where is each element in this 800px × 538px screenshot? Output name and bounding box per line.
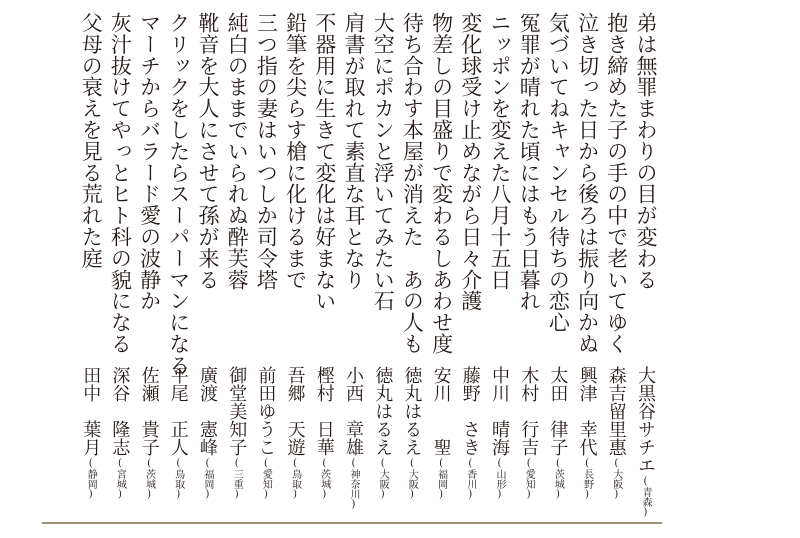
- author-prefecture: ( 鳥取 ): [173, 458, 184, 500]
- author-entry: [286, 366, 304, 500]
- author-name: 大黒谷サチエ: [635, 366, 656, 474]
- author-name: 前田ゆうこ: [255, 366, 277, 456]
- author-prefecture: ( 愛知 ): [260, 458, 271, 500]
- poem-line: 鉛筆を尖らす槍に化けるまで: [283, 12, 308, 291]
- author-entry: [198, 366, 216, 500]
- author-entry: [140, 366, 158, 500]
- poem-line: 灰汁抜けてやっとヒト科の貌になる: [108, 12, 133, 355]
- author-prefecture: ( 大阪 ): [611, 458, 622, 500]
- author-prefecture: ( 鳥取 ): [290, 458, 301, 500]
- author-prefecture: ( 福岡 ): [436, 458, 447, 500]
- author-prefecture: ( 茨城 ): [319, 458, 330, 500]
- author-name: 深谷 隆志: [109, 366, 131, 456]
- author-entry: [226, 366, 248, 500]
- author-entry: [315, 366, 333, 500]
- author-name: 安川 聖: [430, 366, 452, 456]
- author-entry: [372, 366, 394, 500]
- author-prefecture: ( 茨城 ): [144, 458, 155, 500]
- author-entry: [109, 366, 131, 500]
- author-name: 廣渡 憲峰: [197, 366, 218, 456]
- poem-line: 靴音を大人にさせて孫が来る: [196, 12, 220, 291]
- poem-line: 待ち合わす本屋が消えた あの人も: [400, 12, 425, 355]
- author-name: 田中 葉月: [80, 366, 102, 456]
- author-prefecture: ( 大阪 ): [406, 458, 417, 500]
- poem-line: 物差しの目盛りで変わるしあわせ度: [429, 12, 454, 355]
- author-name: 平尾 正人: [167, 366, 189, 456]
- author-entry: [490, 366, 508, 500]
- author-name: 興津 幸代: [576, 366, 598, 456]
- author-entry: [401, 366, 423, 500]
- author-name: 木村 行吉: [518, 366, 540, 456]
- author-name: 徳丸はるえ: [401, 366, 423, 456]
- author-entry: [344, 366, 362, 510]
- author-prefecture: ( 神奈川 ): [348, 458, 359, 510]
- author-prefecture: ( 三重 ): [231, 458, 242, 500]
- author-prefecture: ( 愛知 ): [523, 458, 534, 500]
- author-name: 太田 律子: [547, 366, 569, 456]
- author-name: 中川 晴海: [489, 366, 510, 456]
- author-prefecture: ( 青森 ): [640, 476, 651, 518]
- poem-line: 三つ指の妻はいつしか司令塔: [254, 12, 279, 291]
- author-name: 森吉留里惠: [605, 366, 627, 456]
- author-prefecture: ( 香川 ): [465, 458, 476, 500]
- author-name: 徳丸はるえ: [372, 366, 394, 456]
- author-entry: [80, 366, 102, 500]
- poem-line: 気づいてねキャンセル待ちの恋心: [546, 12, 571, 333]
- author-entry: [547, 366, 569, 500]
- author-name: 佐瀬 貴子: [138, 366, 160, 456]
- author-name: 吾郷 天遊: [284, 366, 306, 456]
- poem-line: 大空にポカンと浮いてみたい石: [371, 12, 396, 312]
- author-entry: [518, 366, 540, 500]
- poem-line: 父母の衰えを見る荒れた庭: [79, 12, 104, 269]
- poem-line: 冤罪が晴れた頃にはもう日暮れ: [517, 12, 542, 312]
- author-entry: [432, 366, 450, 500]
- poem-line: 抱き締めた子の手の中で老いてゆく: [604, 12, 629, 355]
- poem-line: 純白のままでいられぬ酔芙蓉: [225, 12, 250, 291]
- author-prefecture: ( 福岡 ): [202, 458, 213, 500]
- author-prefecture: ( 大阪 ): [377, 458, 388, 500]
- poem-line: 弟は無罪まわりの目が変わる: [634, 12, 658, 291]
- poem-line: 不器用に生きて変化は好まない: [312, 12, 337, 312]
- author-entry: [578, 366, 596, 500]
- author-entry: [461, 366, 479, 500]
- poem-line: 肩書が取れて素直な耳となり: [342, 12, 366, 291]
- author-entry: [169, 366, 187, 500]
- author-prefecture: ( 山形 ): [494, 458, 505, 500]
- author-name: 小西 章雄: [343, 366, 364, 456]
- author-name: 藤野 さき: [459, 366, 481, 456]
- author-prefecture: ( 長野 ): [582, 458, 593, 500]
- author-name: 樫村 日華: [313, 366, 335, 456]
- author-entry: [255, 366, 277, 500]
- author-prefecture: ( 宮城 ): [114, 458, 125, 500]
- poem-line: 変化球受け止めながら日々介護: [458, 12, 483, 312]
- poem-line: ニッポンを変えた八月十五日: [488, 12, 512, 291]
- author-prefecture: ( 茨城 ): [552, 458, 563, 500]
- author-entry: [636, 366, 654, 518]
- poem-line: クリックをしたらスーパーマンになる: [166, 12, 191, 376]
- author-name: 御堂美知子: [226, 366, 248, 456]
- poem-line: マーチからバラード愛の波静か: [137, 12, 162, 312]
- author-entry: [607, 366, 625, 500]
- author-prefecture: ( 静岡 ): [85, 458, 96, 500]
- poem-line: 泣き切った日から後ろは振り向かぬ: [575, 12, 600, 355]
- bottom-rule: [42, 522, 662, 524]
